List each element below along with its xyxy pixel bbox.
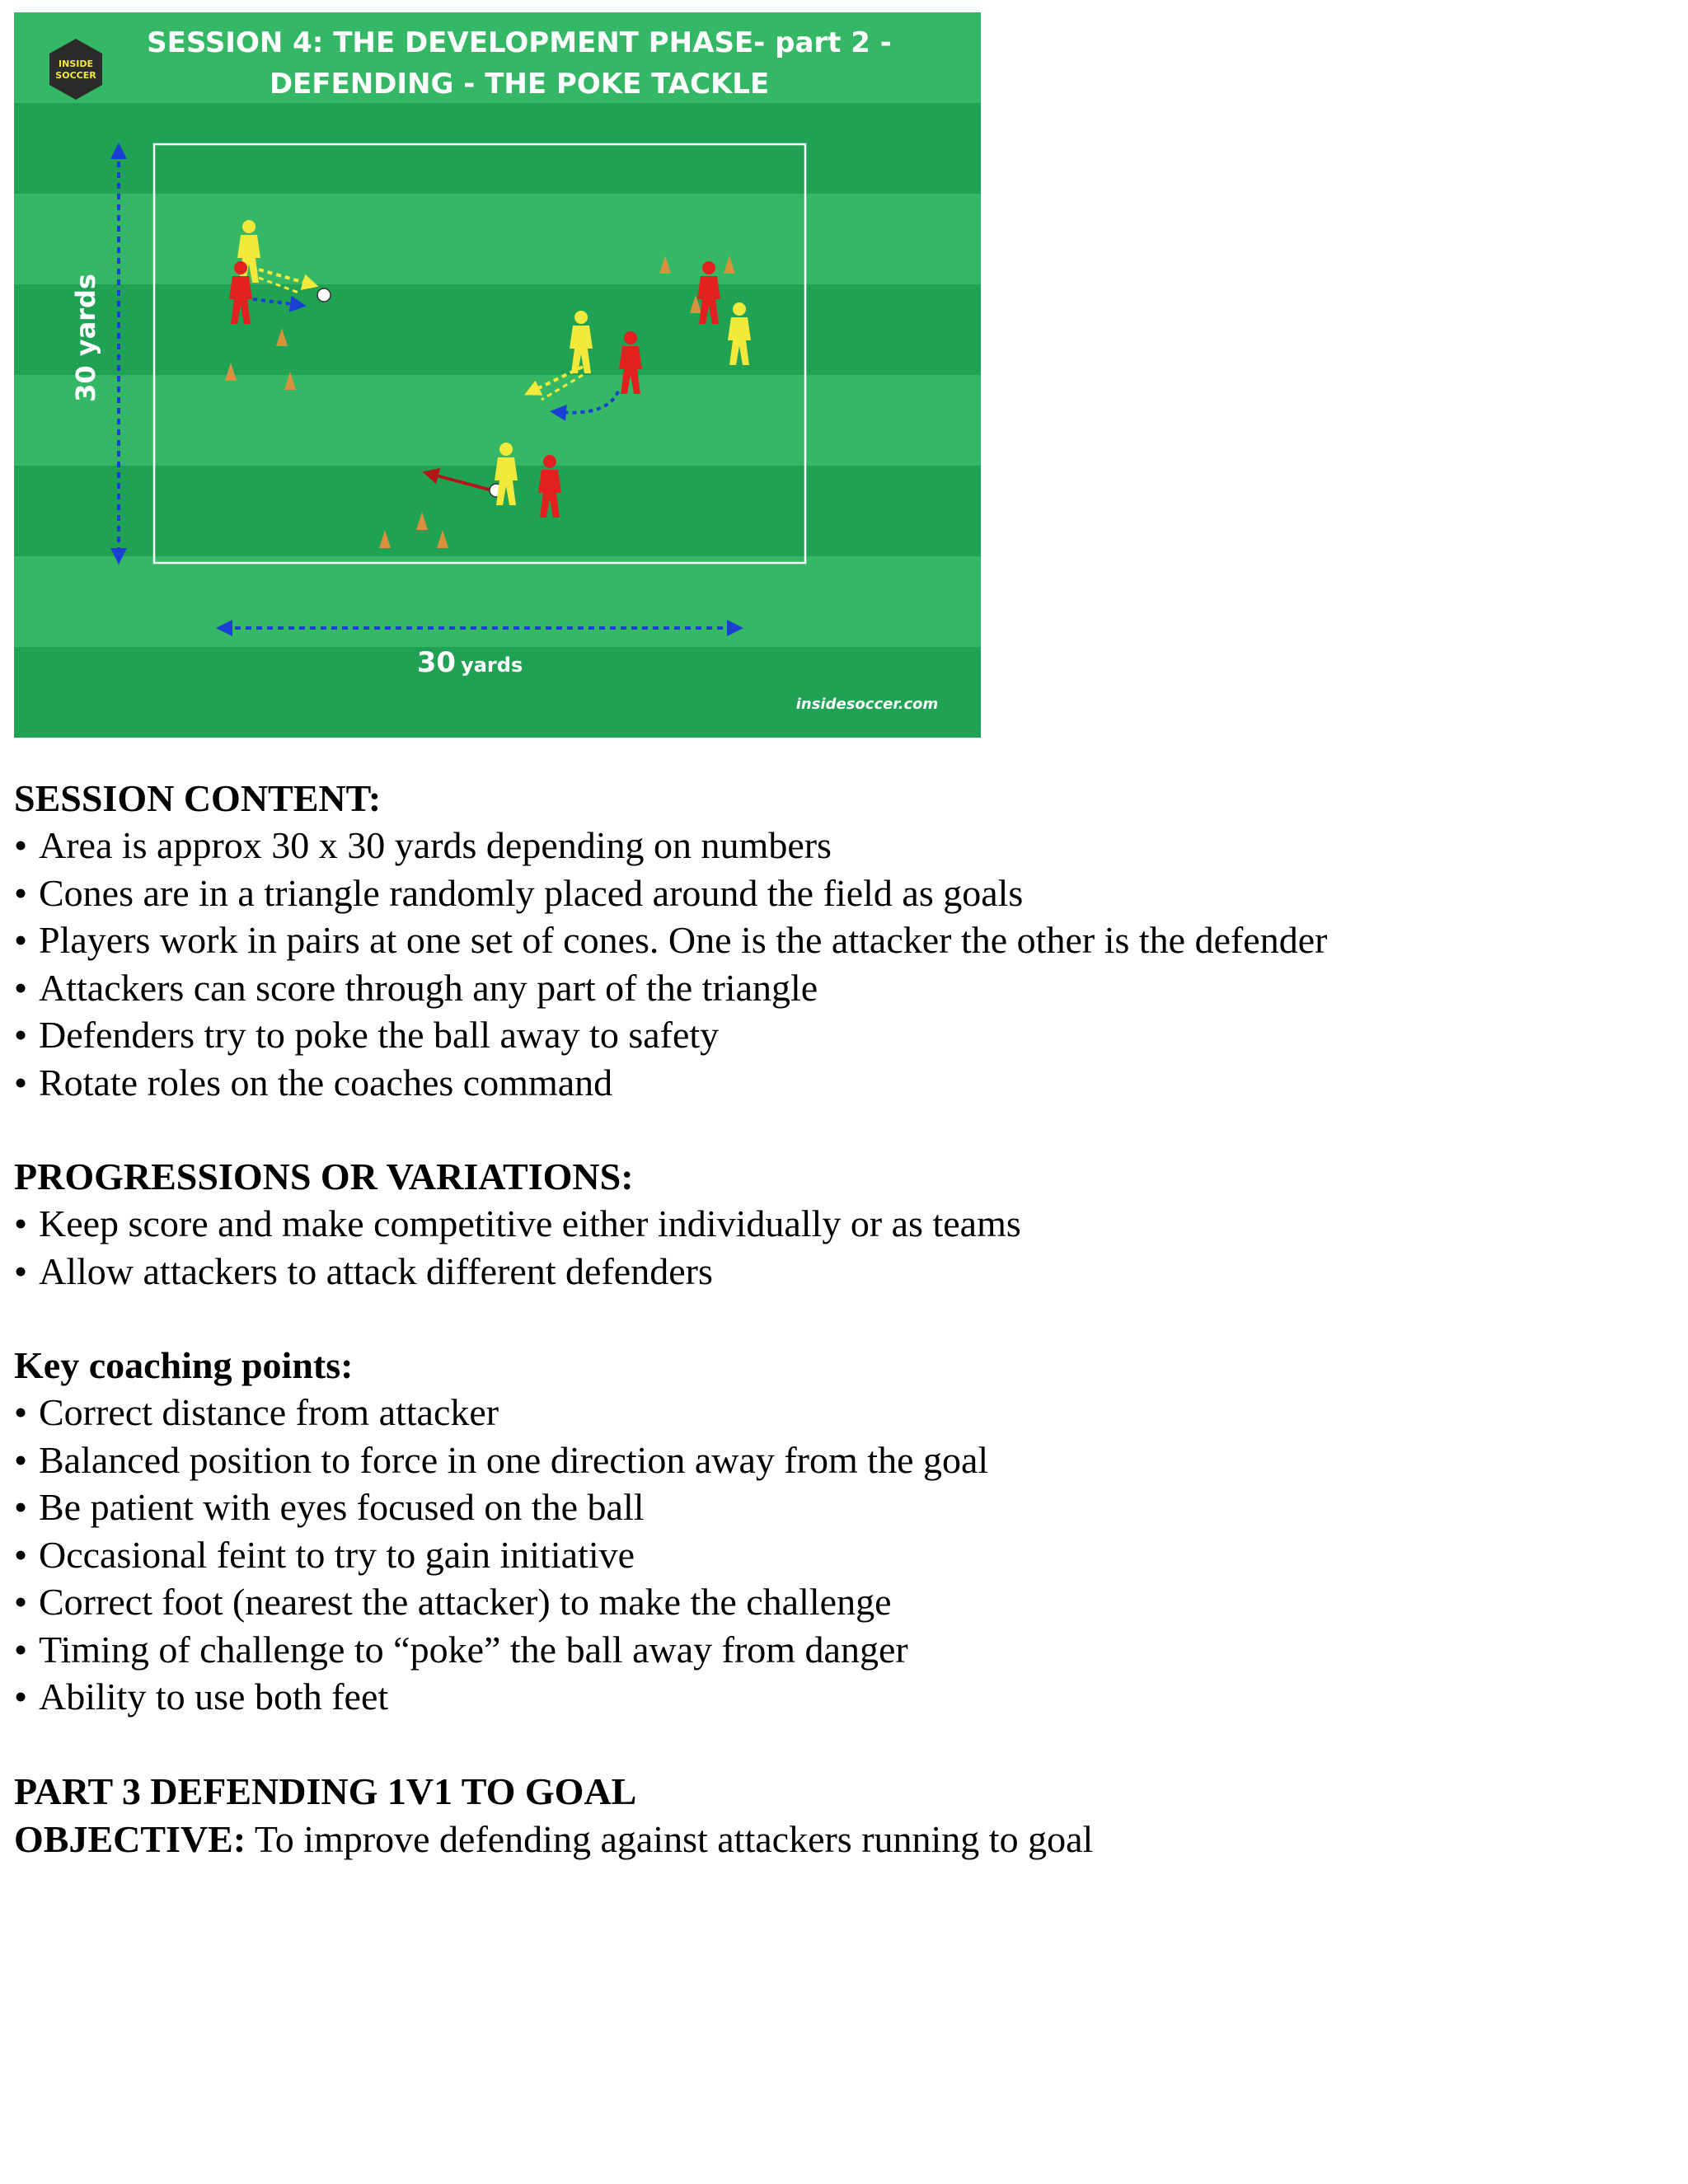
list-item: [14, 1059, 1662, 1107]
pitch-diagram-svg: [14, 12, 981, 738]
bullet-dot: •: [14, 1014, 28, 1056]
list-item: [14, 1626, 1662, 1674]
part3-title: PART 3 DEFENDING 1V1 TO GOAL: [14, 1769, 637, 1812]
list-item-text: Defenders try to poke the ball away to safety: [39, 1014, 720, 1056]
list-item: [14, 822, 1662, 869]
list-item: [14, 1200, 1662, 1248]
progressions-title: PROGRESSIONS OR VARIATIONS:: [14, 1155, 634, 1197]
list-item-text: Players work in pairs at one set of cones. One is the attacker the other is the defender: [39, 919, 1328, 961]
list-item-text: Area is approx 30 x 30 yards depending on numbers: [39, 824, 832, 866]
objective-line: [14, 1815, 1662, 1864]
list-item-text: Timing of challenge to “poke” the ball away from danger: [39, 1628, 908, 1671]
diagram-title-line1: SESSION 4: THE DEVELOPMENT PHASE- part 2 -: [147, 26, 892, 59]
list-item-text: Correct distance from attacker: [39, 1391, 499, 1433]
vertical-dimension-label: 30 yards: [70, 274, 101, 402]
watermark-text: insidesoccer.com: [795, 696, 939, 713]
list-item: [14, 1011, 1662, 1059]
bullet-dot: •: [14, 1061, 28, 1104]
list-item: [14, 1389, 1662, 1436]
ball: [317, 288, 331, 302]
bullet-dot: •: [14, 1486, 28, 1528]
list-item-text: Rotate roles on the coaches command: [39, 1061, 613, 1104]
objective-label: OBJECTIVE:: [14, 1817, 246, 1860]
diagram-title-line2: DEFENDING - THE POKE TACKLE: [269, 68, 770, 101]
list-item-text: Ability to use both feet: [39, 1675, 389, 1718]
list-item-text: Be patient with eyes focused on the ball: [39, 1486, 645, 1528]
list-item: [14, 1483, 1662, 1531]
bullet-dot: •: [14, 966, 28, 1009]
session-content-list: [14, 822, 1662, 1106]
bullet-dot: •: [14, 1581, 28, 1623]
list-item: [14, 869, 1662, 917]
list-item: [14, 1531, 1662, 1579]
list-item-text: Attackers can score through any part of the triangle: [39, 966, 818, 1009]
bullet-dot: •: [14, 1391, 28, 1433]
list-item: [14, 1248, 1662, 1296]
bullet-dot: •: [14, 871, 28, 914]
bullet-dot: •: [14, 1249, 28, 1292]
horizontal-label-unit: yards: [461, 654, 523, 677]
bullet-dot: •: [14, 1438, 28, 1481]
bullet-dot: •: [14, 824, 28, 866]
list-item: [14, 916, 1662, 964]
session-diagram: [14, 12, 981, 738]
list-item-text: Cones are in a triangle randomly placed around the field as goals: [39, 871, 1024, 914]
bullet-dot: •: [14, 1628, 28, 1671]
progressions-list: [14, 1200, 1662, 1295]
list-item: [14, 964, 1662, 1012]
coaching-points-title: Key coaching points:: [14, 1344, 354, 1386]
list-item: [14, 1436, 1662, 1484]
list-item-text: Keep score and make competitive either individually or as teams: [39, 1202, 1021, 1244]
logo-text-line1: INSIDE: [59, 59, 93, 69]
list-item-text: Correct foot (nearest the attacker) to make the challenge: [39, 1581, 892, 1623]
horizontal-label-number: 30: [416, 646, 457, 679]
objective-text: To improve defending against attackers running to goal: [246, 1817, 1094, 1860]
bullet-dot: •: [14, 1533, 28, 1576]
session-content-title: SESSION CONTENT:: [14, 777, 382, 819]
bullet-dot: •: [14, 1675, 28, 1718]
bullet-dot: •: [14, 919, 28, 961]
logo-text-line2: SOCCER: [55, 70, 96, 81]
list-item-text: Occasional feint to try to gain initiative: [39, 1533, 635, 1576]
session-text: [14, 775, 1662, 1864]
coaching-points-list: [14, 1389, 1662, 1721]
list-item-text: Balanced position to force in one direction away from the goal: [39, 1438, 989, 1481]
bullet-dot: •: [14, 1202, 28, 1244]
list-item: [14, 1578, 1662, 1626]
list-item-text: Allow attackers to attack different defenders: [39, 1249, 713, 1292]
list-item: [14, 1673, 1662, 1721]
